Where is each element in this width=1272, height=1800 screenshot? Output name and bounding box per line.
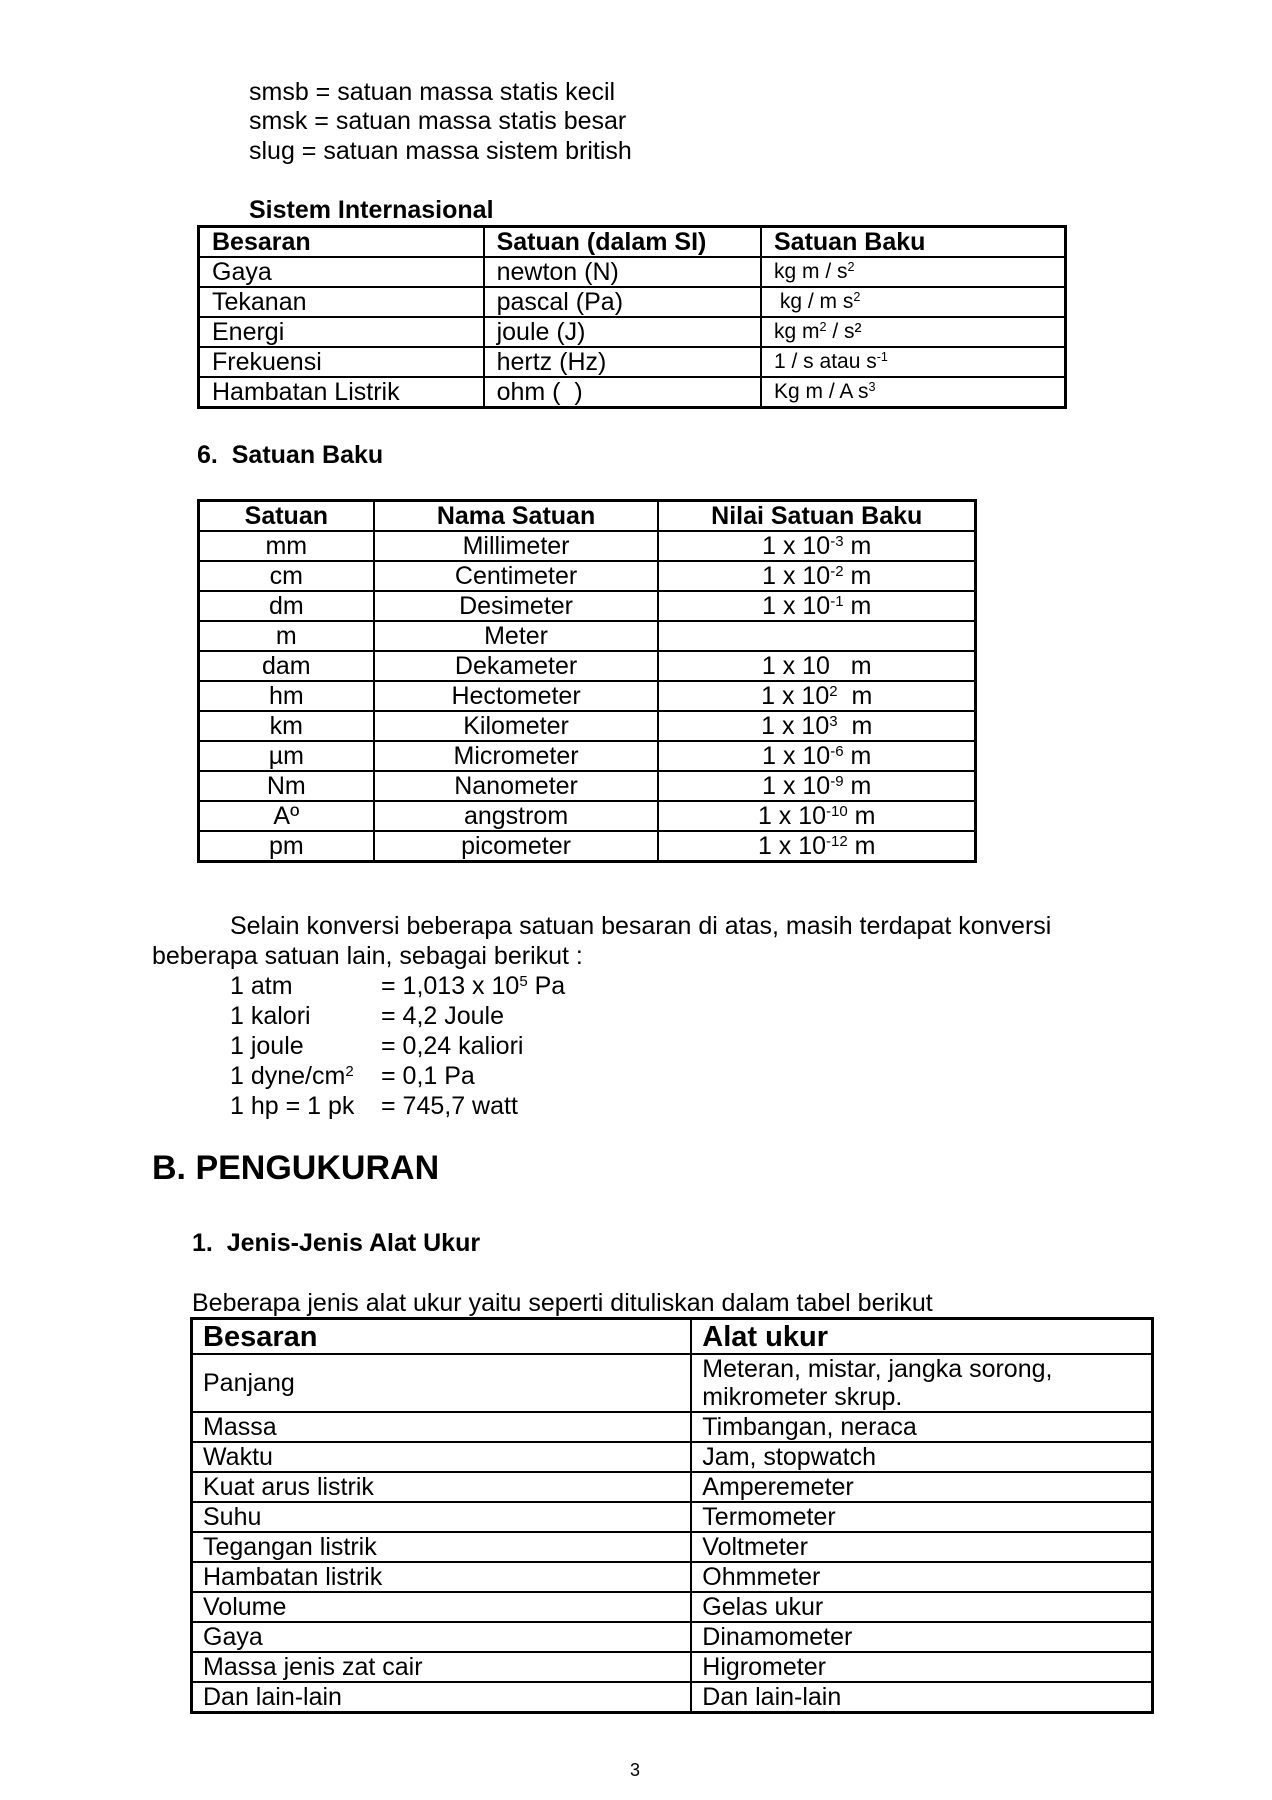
- table-row: [192, 1562, 1153, 1592]
- satuan-baku-title: 6. Satuan Baku: [197, 441, 384, 469]
- table-cell: [658, 531, 975, 561]
- table-cell: pm: [199, 831, 374, 862]
- table-row: [199, 681, 976, 711]
- section-heading: B. PENGUKURAN: [152, 1149, 440, 1187]
- konversi-value: [381, 1061, 475, 1091]
- table-cell: [658, 561, 975, 591]
- table-cell: cm: [199, 561, 374, 591]
- table-header: Besaran: [199, 227, 484, 258]
- konversi-label: [230, 1061, 354, 1091]
- value-exponent: -2: [830, 562, 844, 580]
- table-cell: Millimeter: [374, 531, 659, 561]
- table-cell: Gaya: [192, 1622, 692, 1652]
- table-row: [199, 651, 976, 681]
- table-cell: angstrom: [374, 801, 659, 831]
- value-base: 1 x 10: [761, 652, 830, 680]
- table-header-row: [199, 227, 1066, 258]
- table-cell: joule (J): [484, 317, 761, 347]
- alat-line: Termometer: [702, 1503, 836, 1531]
- table-row: [199, 831, 976, 862]
- value-base: 1 x 10: [762, 562, 831, 590]
- table-row: [199, 801, 976, 831]
- table-cell: Tekanan: [199, 287, 484, 317]
- value-exponent: -9: [830, 772, 844, 790]
- table-cell: Micrometer: [374, 741, 659, 771]
- alat-line: Timbangan, neraca: [702, 1413, 917, 1441]
- table-header-row: [192, 1319, 1153, 1355]
- value-unit: m: [843, 592, 872, 620]
- konversi-label-exponent: 2: [345, 1062, 354, 1080]
- table-header: Nilai Satuan Baku: [658, 501, 975, 532]
- table-cell: [691, 1622, 1152, 1652]
- table-cell: Massa: [192, 1412, 692, 1442]
- konversi-value: [381, 971, 565, 1001]
- table-row: [199, 591, 976, 621]
- table-row: [192, 1502, 1153, 1532]
- alat-line: Jam, stopwatch: [702, 1443, 876, 1471]
- konversi-value-text: = 0,24 kaliori: [381, 1032, 524, 1060]
- table-cell: dm: [199, 591, 374, 621]
- unit-exponent: 3: [868, 380, 876, 395]
- table-cell: Nanometer: [374, 771, 659, 801]
- table-cell: [658, 651, 975, 681]
- value-exponent: 2: [829, 682, 838, 700]
- konversi-label-text: 1 atm: [230, 972, 293, 1000]
- table-row: [199, 771, 976, 801]
- table-header: Alat ukur: [691, 1319, 1152, 1355]
- table-row: [199, 531, 976, 561]
- abbreviation-smsk: smsk = satuan massa statis besar: [249, 107, 627, 135]
- table-cell: [691, 1472, 1152, 1502]
- table-row: [199, 561, 976, 591]
- table-cell: [658, 711, 975, 741]
- value-exponent: 3: [829, 712, 838, 730]
- table-cell: ohm ( ): [484, 377, 761, 408]
- table-cell: [658, 591, 975, 621]
- konversi-value-text: = 1,013 x 10: [381, 972, 520, 1000]
- abbreviation-slug: slug = satuan massa sistem british: [249, 137, 632, 165]
- abbreviation-smsb: smsb = satuan massa statis kecil: [249, 78, 616, 106]
- table-cell: Tegangan listrik: [192, 1532, 692, 1562]
- table-cell: Panjang: [192, 1354, 692, 1412]
- alat-line: Amperemeter: [702, 1473, 854, 1501]
- table-cell: pascal (Pa): [484, 287, 761, 317]
- table-row: [192, 1472, 1153, 1502]
- table-cell: Dan lain-lain: [192, 1682, 692, 1713]
- unit-exponent: 2: [819, 320, 827, 335]
- konversi-label: [230, 1031, 304, 1061]
- table-cell: [761, 347, 1066, 377]
- table-cell: Hambatan Listrik: [199, 377, 484, 408]
- table-row: [199, 347, 1066, 377]
- alat-line: Voltmeter: [702, 1533, 808, 1561]
- unit-base: kg m: [774, 320, 820, 343]
- konversi-label-text: 1 kalori: [230, 1002, 311, 1030]
- unit-base: kg / m s: [774, 290, 854, 313]
- alat-line: Ohmmeter: [702, 1563, 821, 1591]
- table-cell: Suhu: [192, 1502, 692, 1532]
- konversi-label: [230, 1091, 354, 1121]
- table-cell: hm: [199, 681, 374, 711]
- table-cell: µm: [199, 741, 374, 771]
- value-unit: m: [847, 832, 876, 860]
- table-cell: [658, 831, 975, 862]
- table-row: [192, 1412, 1153, 1442]
- table-cell: [691, 1652, 1152, 1682]
- table-cell: m: [199, 621, 374, 651]
- table-cell: Dekameter: [374, 651, 659, 681]
- unit-tail: / s²: [826, 320, 862, 343]
- alat-line: Dinamometer: [702, 1623, 853, 1651]
- value-exponent: -10: [826, 802, 848, 820]
- unit-base: Kg m / A s: [774, 380, 869, 403]
- table-cell: [691, 1412, 1152, 1442]
- alat-line: mikrometer skrup.: [702, 1383, 903, 1411]
- table-cell: Kilometer: [374, 711, 659, 741]
- konversi-value: [381, 1031, 523, 1061]
- unit-base: kg m / s: [774, 260, 848, 283]
- value-base: 1 x 10: [762, 532, 831, 560]
- konversi-label: [230, 971, 293, 1001]
- table-header: Besaran: [192, 1319, 692, 1355]
- table-cell: [691, 1592, 1152, 1622]
- konversi-value: [381, 1001, 504, 1031]
- table-row: [192, 1652, 1153, 1682]
- table-cell: [761, 377, 1066, 408]
- konversi-value-text: = 745,7 watt: [381, 1092, 518, 1120]
- table-cell: [691, 1682, 1152, 1713]
- konversi-label: [230, 1001, 311, 1031]
- alat-ukur-intro: Beberapa jenis alat ukur yaitu seperti dituliskan dalam tabel berikut: [192, 1289, 933, 1317]
- alat-line: Higrometer: [702, 1653, 826, 1681]
- table-header: Satuan: [199, 501, 374, 532]
- value-unit: m: [843, 532, 872, 560]
- table-cell: Volume: [192, 1592, 692, 1622]
- table-cell: Waktu: [192, 1442, 692, 1472]
- value-unit: m: [843, 772, 872, 800]
- table-cell: mm: [199, 531, 374, 561]
- table-header: Satuan Baku: [761, 227, 1066, 258]
- table-row: [199, 621, 976, 651]
- table-row: [199, 257, 1066, 287]
- table-cell: [658, 771, 975, 801]
- value-exponent: -1: [830, 592, 844, 610]
- table-row: [192, 1622, 1153, 1652]
- table-cell: km: [199, 711, 374, 741]
- value-unit: m: [843, 562, 872, 590]
- table-row: [199, 711, 976, 741]
- table-row: [199, 377, 1066, 408]
- table-cell: Frekuensi: [199, 347, 484, 377]
- si-section-title: Sistem Internasional: [249, 196, 494, 224]
- table-cell: Gaya: [199, 257, 484, 287]
- table-row: [199, 741, 976, 771]
- alat-line: Dan lain-lain: [702, 1683, 842, 1711]
- unit-exponent: 2: [853, 290, 861, 305]
- value-unit: m: [843, 742, 872, 770]
- table-cell: Hambatan listrik: [192, 1562, 692, 1592]
- table-cell: Meter: [374, 621, 659, 651]
- konversi-intro-line1: Selain konversi beberapa satuan besaran di atas, masih terdapat konversi: [230, 912, 1052, 940]
- table-cell: dam: [199, 651, 374, 681]
- table-cell: [761, 257, 1066, 287]
- value-unit: m: [837, 682, 873, 710]
- konversi-value: [381, 1091, 518, 1121]
- unit-exponent: -1: [876, 350, 888, 365]
- table-row: [199, 317, 1066, 347]
- alat-ukur-table: [190, 1317, 1154, 1714]
- table-cell: [691, 1562, 1152, 1592]
- table-cell: [691, 1532, 1152, 1562]
- table-row: [199, 287, 1066, 317]
- table-cell: [761, 287, 1066, 317]
- table-cell: [691, 1502, 1152, 1532]
- unit-exponent: 2: [847, 260, 855, 275]
- table-cell: Massa jenis zat cair: [192, 1652, 692, 1682]
- unit-base: 1 / s atau s: [774, 350, 877, 373]
- table-cell: Desimeter: [374, 591, 659, 621]
- table-cell: Hectometer: [374, 681, 659, 711]
- table-header-row: [199, 501, 976, 532]
- table-cell: picometer: [374, 831, 659, 862]
- value-exponent: -12: [826, 832, 848, 850]
- value-unit: m: [837, 712, 873, 740]
- table-row: [192, 1682, 1153, 1713]
- table-cell: Kuat arus listrik: [192, 1472, 692, 1502]
- value-base: 1 x 10: [762, 592, 831, 620]
- table-cell: [658, 681, 975, 711]
- value-base: 1 x 10: [761, 682, 830, 710]
- konversi-intro-line2: beberapa satuan lain, sebagai berikut :: [152, 942, 583, 970]
- alat-line: Meteran, mistar, jangka sorong,: [702, 1355, 1053, 1383]
- table-row: [192, 1592, 1153, 1622]
- table-row: [192, 1532, 1153, 1562]
- value-base: 1 x 10: [757, 802, 827, 830]
- table-cell: Aº: [199, 801, 374, 831]
- konversi-label-text: 1 dyne/cm: [230, 1062, 346, 1090]
- value-exponent: -6: [830, 742, 844, 760]
- table-row: [192, 1354, 1153, 1412]
- table-cell: [658, 621, 975, 651]
- satuan-baku-table: [197, 499, 977, 863]
- table-cell: Nm: [199, 771, 374, 801]
- table-header: Satuan (dalam SI): [484, 227, 761, 258]
- value-base: 1 x 10: [762, 772, 831, 800]
- table-cell: [761, 317, 1066, 347]
- value-exponent: -3: [830, 532, 844, 550]
- value-base: 1 x 10: [762, 742, 831, 770]
- table-cell: [691, 1354, 1152, 1412]
- table-cell: Centimeter: [374, 561, 659, 591]
- table-header: Nama Satuan: [374, 501, 659, 532]
- table-cell: Energi: [199, 317, 484, 347]
- value-base: 1 x 10: [757, 832, 827, 860]
- table-cell: [658, 801, 975, 831]
- konversi-value-text: = 4,2 Joule: [381, 1002, 505, 1030]
- page-number: 3: [630, 1760, 641, 1780]
- table-row: [192, 1442, 1153, 1472]
- table-cell: [691, 1442, 1152, 1472]
- si-table: [197, 225, 1067, 409]
- konversi-value-text: = 0,1 Pa: [381, 1062, 475, 1090]
- konversi-label-text: 1 joule: [230, 1032, 304, 1060]
- value-unit: m: [847, 802, 876, 830]
- table-cell: hertz (Hz): [484, 347, 761, 377]
- konversi-value-tail: Pa: [527, 972, 566, 1000]
- value-unit: m: [829, 652, 872, 680]
- value-base: 1 x 10: [761, 712, 830, 740]
- konversi-label-text: 1 hp = 1 pk: [230, 1092, 355, 1120]
- table-cell: [658, 741, 975, 771]
- table-cell: newton (N): [484, 257, 761, 287]
- section-subheading: 1. Jenis-Jenis Alat Ukur: [192, 1229, 481, 1257]
- alat-line: Gelas ukur: [702, 1593, 824, 1621]
- konversi-value-exponent: 5: [519, 972, 528, 990]
